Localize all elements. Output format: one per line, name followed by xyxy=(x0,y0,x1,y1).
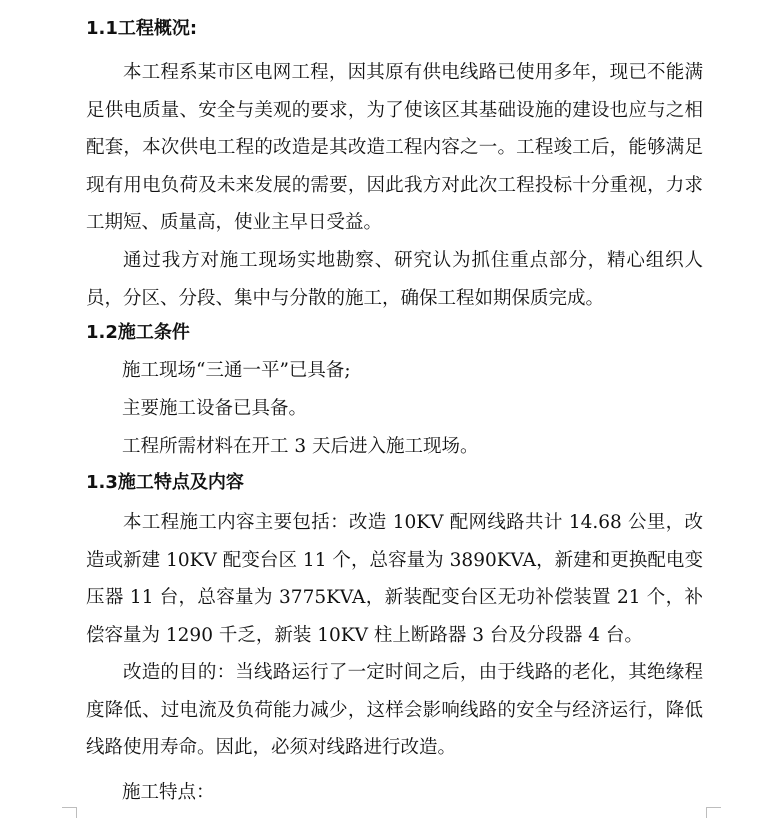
condition-line-3: 工程所需材料在开工 3 天后进入施工现场。 xyxy=(122,436,479,457)
section-heading-overview: 1.1工程概况: xyxy=(86,18,198,39)
section-heading-features: 1.3施工特点及内容 xyxy=(86,472,244,493)
section-heading-conditions: 1.2施工条件 xyxy=(86,322,190,343)
page-corner-mark-left xyxy=(62,807,77,818)
features-subheading: 施工特点： xyxy=(122,782,215,803)
condition-line-1: 施工现场“三通一平”已具备; xyxy=(122,360,351,381)
page-corner-mark-right xyxy=(706,807,721,818)
overview-paragraph-1: 本工程系某市区电网工程，因其原有供电线路已使用多年，现已不能满足供电质量、安全与美观的要求，为了使该区其基础设施的建设也应与之相配套，本次供电工程的改造是其改造工程内容之一。工程竣工后，能够满足现有用电负荷及未来发展的需要，因此我方对此次工程投标十分重视，力求工期短、质量高，使业主早日受益。 xyxy=(86,62,703,233)
features-paragraph-2: 改造的目的：当线路运行了一定时间之后，由于线路的老化，其绝缘程度降低、过电流及负荷能力减少，这样会影响线路的安全与经济运行，降低线路使用寿命。因此，必须对线路进行改造。 xyxy=(86,662,703,758)
condition-line-2: 主要施工设备已具备。 xyxy=(122,398,308,419)
overview-paragraph-2: 通过我方对施工现场实地勘察、研究认为抓住重点部分，精心组织人员，分区、分段、集中与分散的施工，确保工程如期保质完成。 xyxy=(86,250,703,309)
features-paragraph-1: 本工程施工内容主要包括：改造 10KV 配网线路共计 14.68 公里，改造或新建 10KV 配变台区 11 个，总容量为 3890KVA，新建和更换配电变压器 11 台，总容量为 3775KVA，新装配变台区无功补偿装置 21 个，补偿容量为 1290 千乏，新装 10KV 柱上断路器 3 台及分段器 4 台。 xyxy=(86,512,703,646)
